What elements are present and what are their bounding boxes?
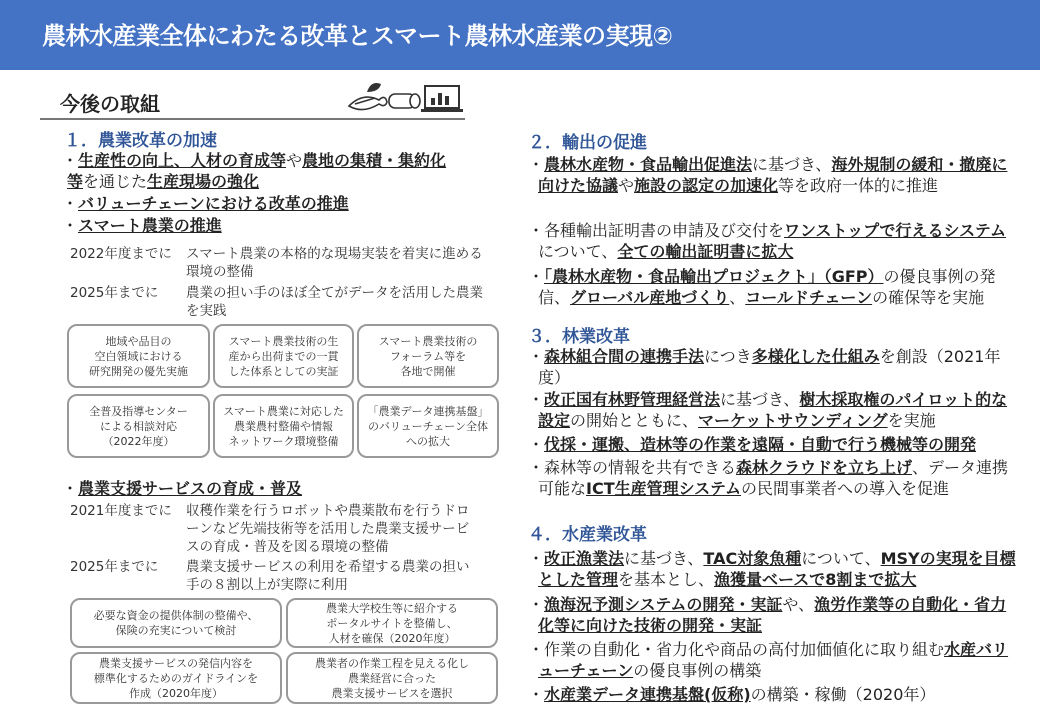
bullet-fishing-forecast: ・漁海況予測システムの開発・実証や、漁労作業等の自動化・省力化等に向けた技術の開発・実証 [528, 595, 1007, 635]
bullet-forest-cooperatives: ・森林組合間の連携手法につき多様化した仕組みを創設（2021年度） [528, 347, 1001, 387]
measure-box: 全普及指導センター による相談対応 （2022年度） [67, 394, 210, 458]
measure-box: スマート農業技術の生 産から出荷までの一貫 した体系としての実証 [213, 324, 354, 388]
bullet-export-certificates: ・各種輸出証明書の申請及び交付をワンストップで行えるシステムについて、全ての輸出証明書に拡大 [528, 221, 1006, 261]
header-bar [0, 0, 1040, 70]
milestone-year-1: 2022年度までに [70, 246, 172, 262]
heading-export-promotion: ２．輸出の促進 [528, 133, 647, 153]
milestone-text-3: 収穫作業を行うロボットや農薬散布を行うドローンなど先端技術等を活用した農業支援サービスの育成・普及を図る環境の整備 [186, 503, 470, 555]
measure-box: 「農業データ連携基盤」 のバリューチェーン全体 への拡大 [357, 394, 499, 458]
bullet-fisheries-law: ・改正漁業法に基づき、TAC対象魚種について、MSYの実現を目標とした管理を基本とし、漁獲量ベースで8割まで拡大 [528, 549, 1016, 589]
fish-icon [349, 97, 387, 109]
bullet-value-chain: ・バリューチェーンにおける改革の推進 [62, 194, 349, 213]
heading-agriculture-reform: １．農業改革の加速 [64, 131, 217, 151]
page-title: 農林水産業全体にわたる改革とスマート農林水産業の実現② [42, 22, 673, 50]
support-box: 農業者の作業工程を見える化し 農業経営に合った 農業支援サービスを選択 [286, 652, 498, 704]
heading-forestry-reform: ３．林業改革 [528, 327, 630, 347]
support-box: 必要な資金の提供体制の整備や、 保険の充実について検討 [70, 598, 282, 648]
monitor-chart-icon [421, 86, 463, 112]
bullet-gfp: ・「農林水産物・食品輸出プロジェクト」（GFP）の優良事例の発信、グローバル産地づくり、コールドチェーンの確保等を実施 [528, 267, 996, 307]
bullet-remote-machinery: ・伐採・運搬、造林等の作業を遠隔・自動で行う機械等の開発 [528, 435, 977, 454]
measure-box: 地域や品目の 空白領域における 研究開発の優先実施 [67, 324, 210, 388]
measure-box: スマート農業技術の フォーラム等を 各地で開催 [357, 324, 499, 388]
bullet-fisheries-data-platform: ・水産業データ連携基盤(仮称)の構築・稼働（2020年） [528, 685, 936, 704]
industry-icons [345, 78, 465, 116]
heading-fisheries-reform: ４．水産業改革 [528, 525, 647, 545]
bullet-national-forest-law: ・改正国有林野管理経営法に基づき、樹木採取権のパイロット的な設定の開始とともに、マーケットサウンディングを実施 [528, 390, 1008, 430]
title-underline [40, 118, 465, 120]
bullet-forest-cloud: ・森林等の情報を共有できる森林クラウドを立ち上げ、データ連携可能なICT生産管理システムの民間事業者への導入を促進 [528, 458, 1009, 498]
bullet-smart-agriculture: ・スマート農業の推進 [62, 216, 222, 235]
support-box: 農業大学校生等に紹介する ポータルサイトを整備し、 人材を確保（2020年度） [286, 598, 498, 648]
leaf-icon [367, 83, 381, 92]
log-icon [389, 94, 420, 108]
bullet-export-law: ・農林水産物・食品輸出促進法に基づき、海外規制の緩和・撤廃に向けた協議や施設の認定の加速化等を政府一体的に推進 [528, 155, 1008, 195]
section-title: 今後の取組 [60, 92, 160, 116]
milestone-year-4: 2025年までに [70, 559, 159, 575]
milestone-year-2: 2025年までに [70, 285, 159, 301]
milestone-text-4: 農業支援サービスの利用を希望する農業の担い手の８割以上が実際に利用 [186, 559, 470, 593]
support-box: 農業支援サービスの発信内容を 標準化するためのガイドラインを 作成（2020年度） [70, 652, 282, 704]
milestone-year-3: 2021年度までに [70, 503, 172, 519]
bullet-fisheries-value-chain: ・作業の自動化・省力化や商品の高付加価値化に取り組む水産バリューチェーンの優良事例の構築 [528, 640, 1009, 680]
measure-box: スマート農業に対応した 農業農村整備や情報 ネットワーク環境整備 [213, 394, 354, 458]
milestone-text-2: 農業の担い手のほぼ全てがデータを活用した農業を実践 [186, 285, 483, 319]
bullet-support-services: ・農業支援サービスの育成・普及 [62, 479, 303, 498]
bullet-productivity: ・生産性の向上、人材の育成等や農地の集積・集約化 等を通じた生産現場の強化 [62, 151, 447, 191]
milestone-text-1: スマート農業の本格的な現場実装を着実に進める環境の整備 [186, 246, 483, 280]
